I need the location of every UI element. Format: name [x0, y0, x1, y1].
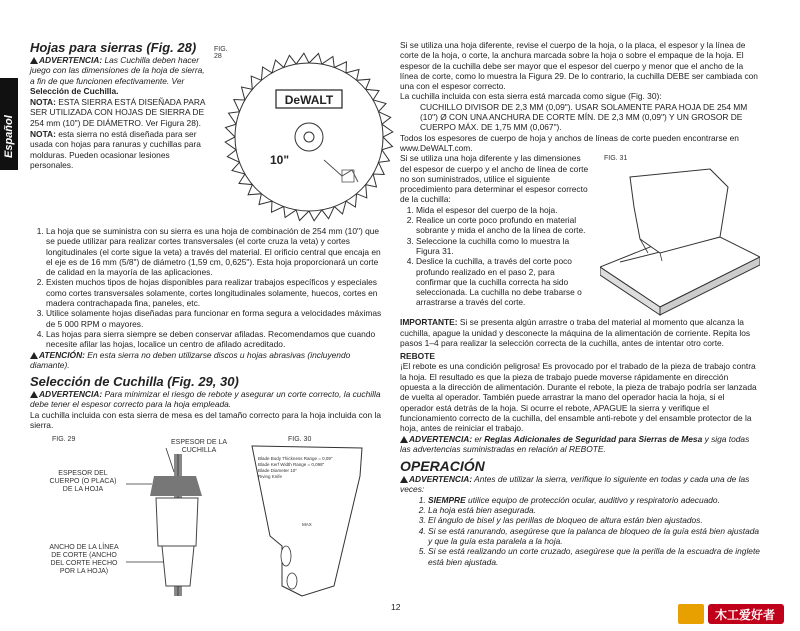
warning-triangle-icon [400, 476, 408, 483]
list-item: 1. Mida el espesor del cuerpo de la hoja. [416, 205, 590, 215]
page-number: 12 [391, 602, 401, 612]
list-item: 4. Si se está ranurando, asegúrese que la palanca de bloqueo de la guía está bien ajustada y que la guía esta paralela a la hoja. [428, 526, 760, 547]
riving-marking-intro: La cuchilla incluida con esta sierra está marcada como sigue (Fig. 30): [400, 91, 662, 102]
saw-blade-illustration [224, 52, 394, 222]
section-title-operation: OPERACIÓN [400, 458, 485, 475]
list-item: 3. El ángulo de bisel y las perillas de bloqueo de altura están bien ajustados. [428, 515, 760, 525]
right-column [400, 40, 760, 567]
warning-riving: ADVERTENCIA: Para minimizar el riesgo de rebote y asegurar un corte correcto, la cuchilla debe tener el espesor correcto para la hoja empleada. [30, 389, 381, 410]
riving-knife-illustration [242, 436, 372, 604]
brand-text: DeWALT [284, 93, 334, 107]
list-item: 3. Seleccione la cuchilla como lo muestra la Figura 31. [416, 236, 590, 257]
list-item: 2. Existen muchos tipos de hojas disponibles para realizar trabajos específicos y especiales como cortes transversales solamente, cortes longitudinales solamente, huecos, cortes en madera contrachapada fina, paneles, etc. [46, 277, 388, 308]
blade-size-text: 10" [270, 153, 290, 167]
list-item: 3. Utilice solamente hojas diseñadas para funcionar en forma segura a velocidades máximas de 5 000 RPM o mayores. [46, 308, 388, 329]
fig31-label: FIG. 31 [604, 155, 628, 163]
riving-included-text: La cuchilla incluida con esta sierra de mesa es del tamaño correcto para la hoja incluida con la sierra. [30, 409, 382, 431]
riving-spec-line: Blade Diameter 10" [258, 468, 297, 474]
watermark-logo [678, 603, 786, 625]
label-riving-thickness: ESPESOR DE LA CUCHILLA [170, 439, 228, 455]
riving-spec-line: Blade Body Thickness Range = 0,09" [258, 456, 333, 462]
watermark-text: 木工爱好者 [714, 608, 776, 622]
riving-spec-line: Blade Kerf Width Range = 0,098" [258, 462, 325, 468]
riving-mark: MAX [302, 522, 312, 528]
operation-checklist [400, 495, 760, 567]
side-tab-label: Español [3, 115, 15, 158]
note-blade-size: NOTA: ESTA SIERRA ESTÁ DISEÑADA PARA SER UTILIZADA CON HOJAS DE SIERRA DE 254 mm (10") DE DIÁMETRO. Ver Figura 28). [30, 97, 205, 128]
list-item: 2. La hoja está bien asegurada. [428, 505, 760, 515]
warning-triangle-icon [30, 391, 38, 398]
note-dado: NOTA: esta sierra no está diseñada para ser usada con hojas para ranuras y cuchillas para molduras. Pueden ocasionar lesiones personales. [30, 129, 201, 170]
rebote-text: ¡El rebote es una condición peligrosa! Es provocado por el trabado de la pieza de trabajo contra la hoja. El resultado es que la pieza de trabajo puede moverse rápidamente en dirección opuesta a la dirección de alimentación. Durante el rebote, la pieza de trabajo podría ser lanzada de vuelta al operador. También puede arrastrar la mano del operador hacia la hoja, si el operador está detrás de la hoja. Si ocurre el rebote, APAGUE la sierra y verifique el funcionamiento correcto de la cuchilla, del ensamble anti-rebote y del ensamble protector de la hoja, antes de reiniciar el trabajo. [400, 361, 757, 434]
list-item: 5. Si se está realizando un corte cruzado, asegúrese que la perilla de la escuadra de inglete está bien ajustada. [428, 546, 760, 567]
warning-kickback: ADVERTENCIA: er Reglas Adicionales de Seguridad para Sierras de Mesa y siga todas las advertencias suministradas en relación al REBOTE. [400, 433, 750, 454]
riving-spec-line: Riving Knife [258, 474, 283, 480]
language-side-tab [0, 78, 18, 170]
figures-29-30 [30, 434, 388, 604]
section-title-blades: Hojas para sierras (Fig. 28) [30, 40, 197, 55]
blade-list [30, 226, 388, 350]
list-item: 1. La hoja que se suministra con su sierra es una hoja de combinación de 254 mm (10") que se puede utilizar para realizar cortes transversales (el corte cruza la veta) y cortes longitudinales (el corte sigue la veta) a través del material. El orificio central que encaja en el eje es de 16 mm (5/8") de diámetro (1,59 cm, 0,625"). Esta hoja proporcionará un corte de calidad en la mayoría de las aplicaciones. [46, 226, 388, 277]
procedure-intro: Si se utiliza una hoja diferente y las dimensiones del espesor de cuerpo y el ancho de línea de corte no son suministrados, utilice el siguiente procedimiento para determinar el espesor correcto de la cuchilla: [400, 153, 589, 205]
section-title-riving: Selección de Cuchilla (Fig. 29, 30) [30, 374, 239, 390]
fig30-label: FIG. 30 [288, 436, 312, 444]
label-body-thickness: ESPESOR DEL CUERPO (O PLACA) DE LA HOJA [49, 470, 117, 494]
left-column [30, 40, 388, 604]
warning-triangle-icon [400, 436, 408, 443]
list-item: 4. Deslice la cuchilla, a través del corte poco profundo realizado en el paso 2, para confirmar que la cuchilla correcta ha sido seleccionada. La cuchilla no debe trabarse o arrastrarse a través del corte. [416, 256, 590, 307]
important-text: IMPORTANTE: Si se presenta algún arrastre o traba del material al momento que alcanza la cuchilla, apague la unidad y desconecte la máquina de la alimentación de corriente. Repita los pasos 1–4 para realizar la selección correcta de la cuchilla, antes de intentar otro corte. [400, 317, 751, 348]
riving-marking-text: CUCHILLO DIVISOR DE 2,3 MM (0,09"). USAR SOLAMENTE PARA HOJA DE 254 MM (10") Ø CON UNA ANCHURA DE CORTE MÍN. DE 2,3 MM (0,09") Y UN GROSOR DE CUERPO MÁX. DE 1,75 MM (0,067"). [420, 101, 748, 133]
warning-blades: ADVERTENCIA: Las Cuchilla deben hacer juego con las dimensiones de la hoja de sierra, a fin de que funcionen efectivamente. Ver Selección de Cuchilla. [30, 55, 205, 96]
list-item: 2. Realice un corte poco profundo en material sobrante y mida el ancho de la línea de corte. [416, 215, 590, 236]
website-text: Todos los espesores de cuerpo de hoja y anchos de líneas de corte pueden encontrarse en www.DeWALT.com. [400, 132, 739, 153]
label-kerf-width: ANCHO DE LA LÍNEA DE CORTE (ANCHO DEL CORTE HECHO POR LA HOJA) [49, 544, 119, 576]
warning-operation: ADVERTENCIA: Antes de utilizar la sierra, verifique lo siguiente en todas y cada una de las veces: [400, 474, 750, 495]
kerf-test-illustration [600, 157, 760, 317]
rebote-title: REBOTE [400, 351, 435, 362]
different-blade-text: Si se utiliza una hoja diferente, revise el cuerpo de la hoja, o la placa, el espesor y la línea de corte de la hoja, o corte, la anchura marcada sobre la hoja o sobre el empaque de la hoja. El espesor de la cuchilla debe ser mayor que el espesor del cuerpo y menor que el ancho de la línea de corte, como lo muestra la Figura 29. De lo contrario, la cuchilla DEBE ser cambiada con una con el espesor correcto. [400, 40, 758, 92]
blades-section [30, 40, 388, 238]
procedure-steps [400, 205, 590, 308]
caution-abrasive: ATENCIÓN: En esta sierra no deben utilizarse discos u hojas abrasivas (incluyendo diamante). [30, 349, 351, 370]
fig28-label: FIG. 28 [214, 46, 228, 60]
list-item: 1. SIEMPRE utilice equipo de protección ocular, auditivo y respiratorio adecuado. [428, 495, 760, 505]
warning-triangle-icon [30, 352, 38, 359]
fig29-label: FIG. 29 [52, 436, 76, 444]
list-item: 4. Las hojas para sierra siempre se deben conservar afiladas. Recomendamos que cuando necesite afilar las hojas, localice un centro de afilado acreditado. [46, 329, 388, 350]
riving-cross-section-illustration [126, 436, 236, 604]
procedure-section [400, 153, 760, 317]
warning-triangle-icon [30, 57, 38, 64]
